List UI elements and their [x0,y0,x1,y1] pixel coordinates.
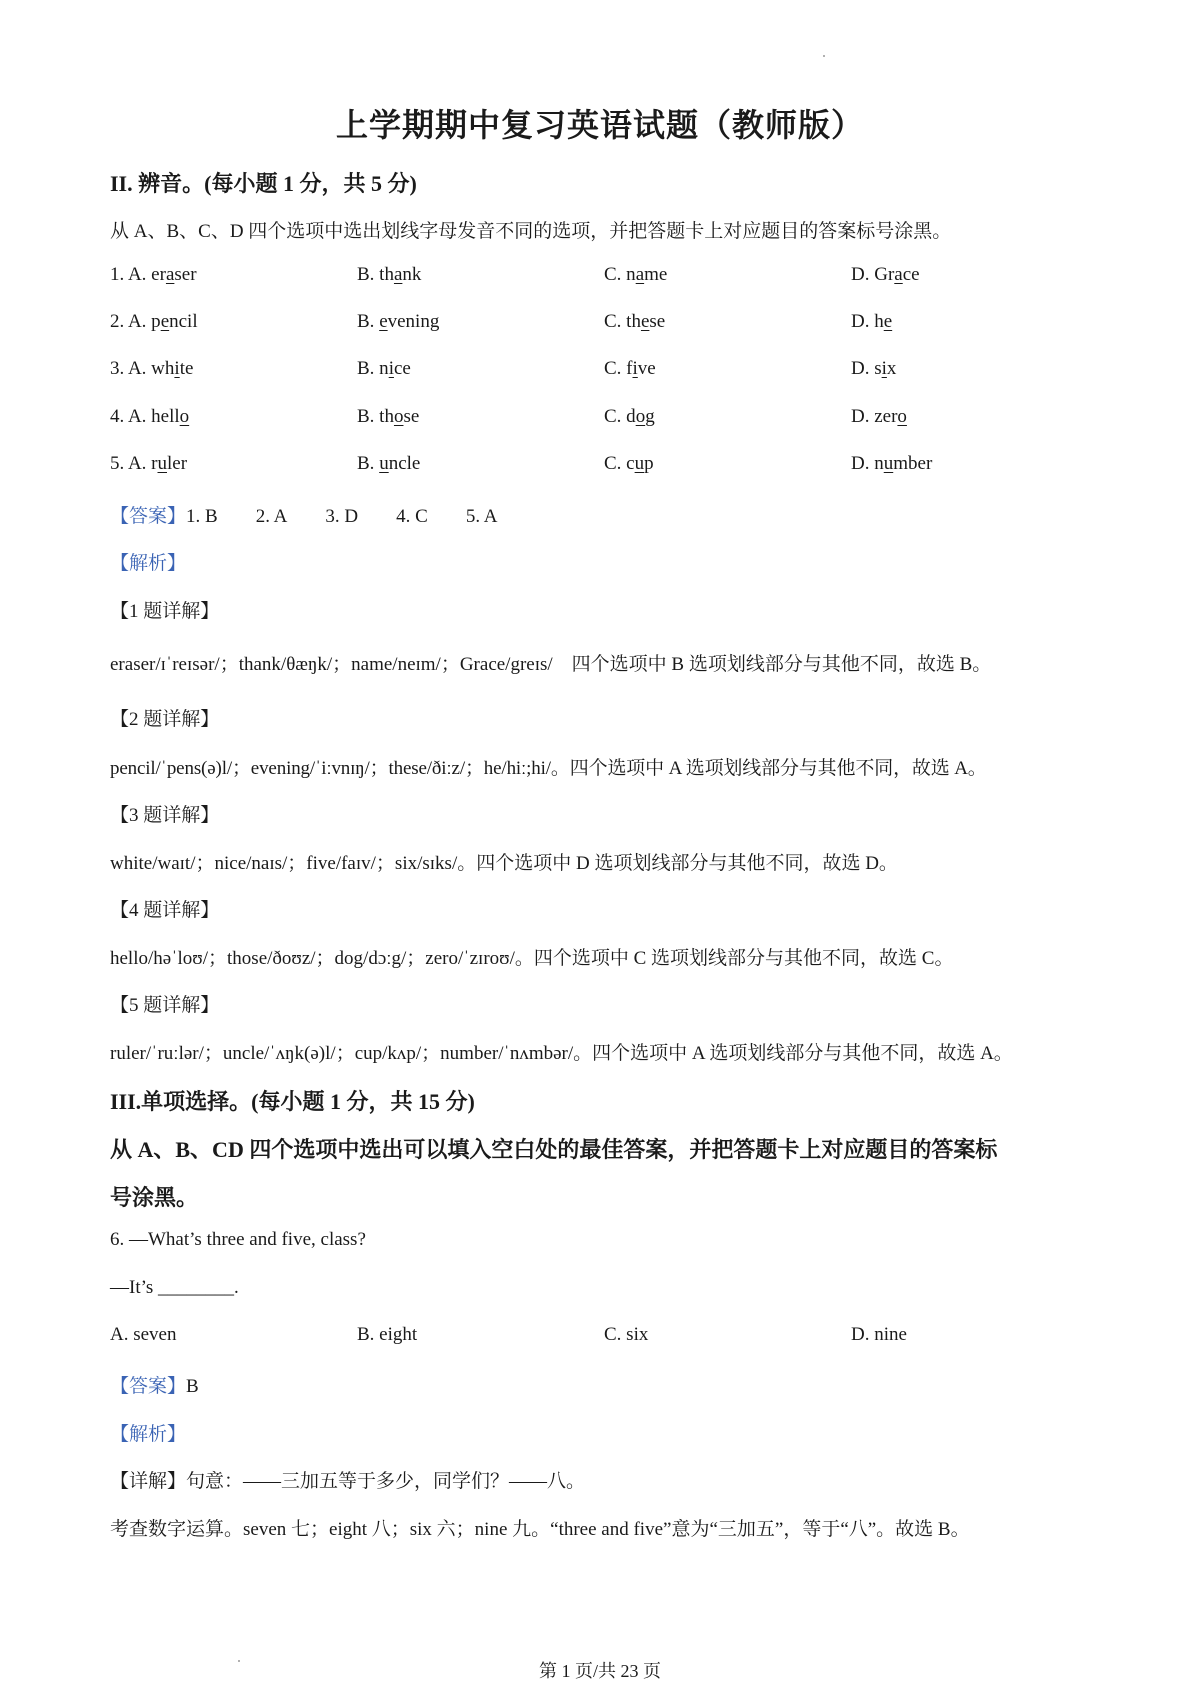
detail-label: 【详解】 [110,1471,187,1492]
underlined-letter: e [160,311,170,332]
underlined-letter: e [883,311,893,332]
option-text: 4. A. hell [110,406,180,427]
option-text: C. f [604,358,633,379]
option-text: 3. A. wh [110,358,175,379]
underlined-letter: o [635,406,646,427]
option-text: 1. A. er [110,264,166,285]
option-text: ce [393,358,411,379]
answer-item: 2. A [255,506,288,527]
detail-label: 【4 题详解】 [110,900,220,921]
phonics-option [851,264,920,286]
option-text: nk [402,264,422,285]
option-text: ser [174,264,197,285]
option-text: vening [387,311,440,332]
option-text: C. th [604,311,641,332]
answer-item: 5. A [465,506,498,527]
option-text: ce [902,264,920,285]
option-text: ncil [169,311,198,332]
q6-option-a: A. seven [110,1324,177,1345]
option-text: 5. A. r [110,453,158,474]
phonics-option [357,311,439,333]
option-text: g [645,406,655,427]
underlined-letter: a [635,264,645,285]
underlined-letter: o [179,406,190,427]
answer-item: 4. C [396,506,428,527]
phonics-option [357,406,419,428]
answer-value: B [186,1376,199,1397]
underlined-letter: i [632,358,638,379]
phonics-option [604,358,656,380]
page-title: 上学期期中复习英语试题（教师版） [335,107,864,143]
underlined-letter: a [393,264,403,285]
option-text: se [403,406,420,427]
section2-heading: II. 辨音。(每小题 1 分，共 5 分) [110,171,417,196]
phonics-option [110,311,198,333]
q6-analysis-label: 【解析】 [110,1424,187,1445]
section2-instruction: 从 A、B、C、D 四个选项中选出划线字母发音不同的选项，并把答题卡上对应题目的答案标号涂黑。 [110,221,952,242]
option-text: B. n [357,358,389,379]
option-text: se [649,311,666,332]
phonics-option [851,453,932,475]
option-text: p [644,453,654,474]
section3-heading: III.单项选择。(每小题 1 分，共 15 分) [110,1089,475,1114]
underlined-letter: i [388,358,394,379]
phonics-option [357,358,411,380]
section3-instruction-cont: 号涂黑。 [110,1185,199,1210]
option-text: ve [637,358,656,379]
detail-label: 【2 题详解】 [110,709,220,730]
section3-instruction: 从 A、B、CD 四个选项中选出可以填入空白处的最佳答案，并把答题卡上对应题目的答案标 [110,1137,998,1162]
detail-label: 【3 题详解】 [110,805,220,826]
section2-answer-line [110,501,536,528]
underlined-letter: u [379,453,389,474]
phonics-option [604,406,655,428]
phonics-option [110,358,193,380]
detail-label: 【5 题详解】 [110,995,220,1016]
detail-text: hello/həˈloʊ/；those/ðoʊz/；dog/dɔːg/；zero/ˈzɪroʊ/。四个选项中 C 选项划线部分与其他不同，故选 C。 [110,948,954,969]
underlined-letter: a [165,264,175,285]
answer-label: 【答案】 [110,506,187,527]
detail-text: ruler/ˈruːlər/；uncle/ˈʌŋk(ə)l/；cup/kʌp/；number/ˈnʌmbər/。四个选项中 A 选项划线部分与其他不同，故选 A。 [110,1043,1013,1064]
option-text: D. s [851,358,882,379]
page-footer: 第 1 页/共 23 页 [538,1661,661,1681]
answer-item: 1. B [186,506,218,527]
detail-label: 【1 题详解】 [110,601,220,622]
phonics-option [604,311,665,333]
analysis-label: 【解析】 [110,553,187,574]
detail-text: white/waɪt/；nice/naɪs/；five/faɪv/；six/sɪks/。四个选项中 D 选项划线部分与其他不同，故选 D。 [110,853,898,874]
q6-answer-line [110,1371,199,1398]
option-text: D. h [851,311,884,332]
phonics-option [357,453,420,475]
detail-text: 句意：——三加五等于多少，同学们？——八。 [186,1471,586,1492]
detail-text: pencil/ˈpens(ə)l/；evening/ˈiːvnɪŋ/；these/ðiːz/；he/hiː;hi/。四个选项中 A 选项划线部分与其他不同，故选 A。 [110,758,987,779]
option-text: B. [357,311,380,332]
phonics-option [851,358,896,380]
underlined-letter: o [897,406,907,427]
underlined-letter: i [881,358,887,379]
option-text: 2. A. p [110,311,161,332]
phonics-option [110,264,197,286]
q6-option-d: D. nine [851,1324,907,1345]
underlined-letter: u [634,453,645,474]
option-text: C. d [604,406,636,427]
option-text: D. n [851,453,884,474]
underlined-letter: e [379,311,388,332]
option-text: x [886,358,897,379]
option-text: ncle [388,453,421,474]
option-text: B. th [357,264,394,285]
answer-label: 【答案】 [110,1376,187,1397]
option-text: D. Gr [851,264,895,285]
option-text: me [644,264,668,285]
phonics-option [851,311,892,333]
option-text: ler [167,453,188,474]
q6-explanation: 考查数字运算。seven 七；eight 八；six 六；nine 九。“three and five”意为“三加五”，等于“八”。故选 B。 [110,1519,970,1540]
phonics-option [604,453,654,475]
phonics-option [604,264,667,286]
option-text: C. n [604,264,636,285]
underlined-letter: a [894,264,903,285]
option-text: mber [893,453,933,474]
option-text: B. th [357,406,394,427]
phonics-option [110,453,187,475]
q6-option-c: C. six [604,1324,649,1345]
underlined-letter: e [640,311,650,332]
underlined-letter: i [174,358,180,379]
phonics-option [851,406,907,428]
scan-dot [823,55,825,57]
underlined-letter: u [157,453,167,474]
underlined-letter: u [883,453,894,474]
phonics-option [110,406,189,428]
option-text: C. c [604,453,635,474]
detail-text: eraser/ɪˈreɪsər/；thank/θæŋk/；name/neɪm/；Grace/greɪs/ 四个选项中 B 选项划线部分与其他不同，故选 B。 [110,654,992,675]
option-text: te [179,358,194,379]
option-text: D. zer [851,406,898,427]
q6-reply: —It’s ________. [110,1277,239,1298]
q6-option-b: B. eight [357,1324,418,1345]
underlined-letter: o [393,406,404,427]
answer-item: 3. D [325,506,359,527]
phonics-option [357,264,421,286]
option-text: B. [357,453,380,474]
q6-question: 6. —What’s three and five, class? [110,1229,366,1250]
q6-detail-line [110,1466,585,1493]
